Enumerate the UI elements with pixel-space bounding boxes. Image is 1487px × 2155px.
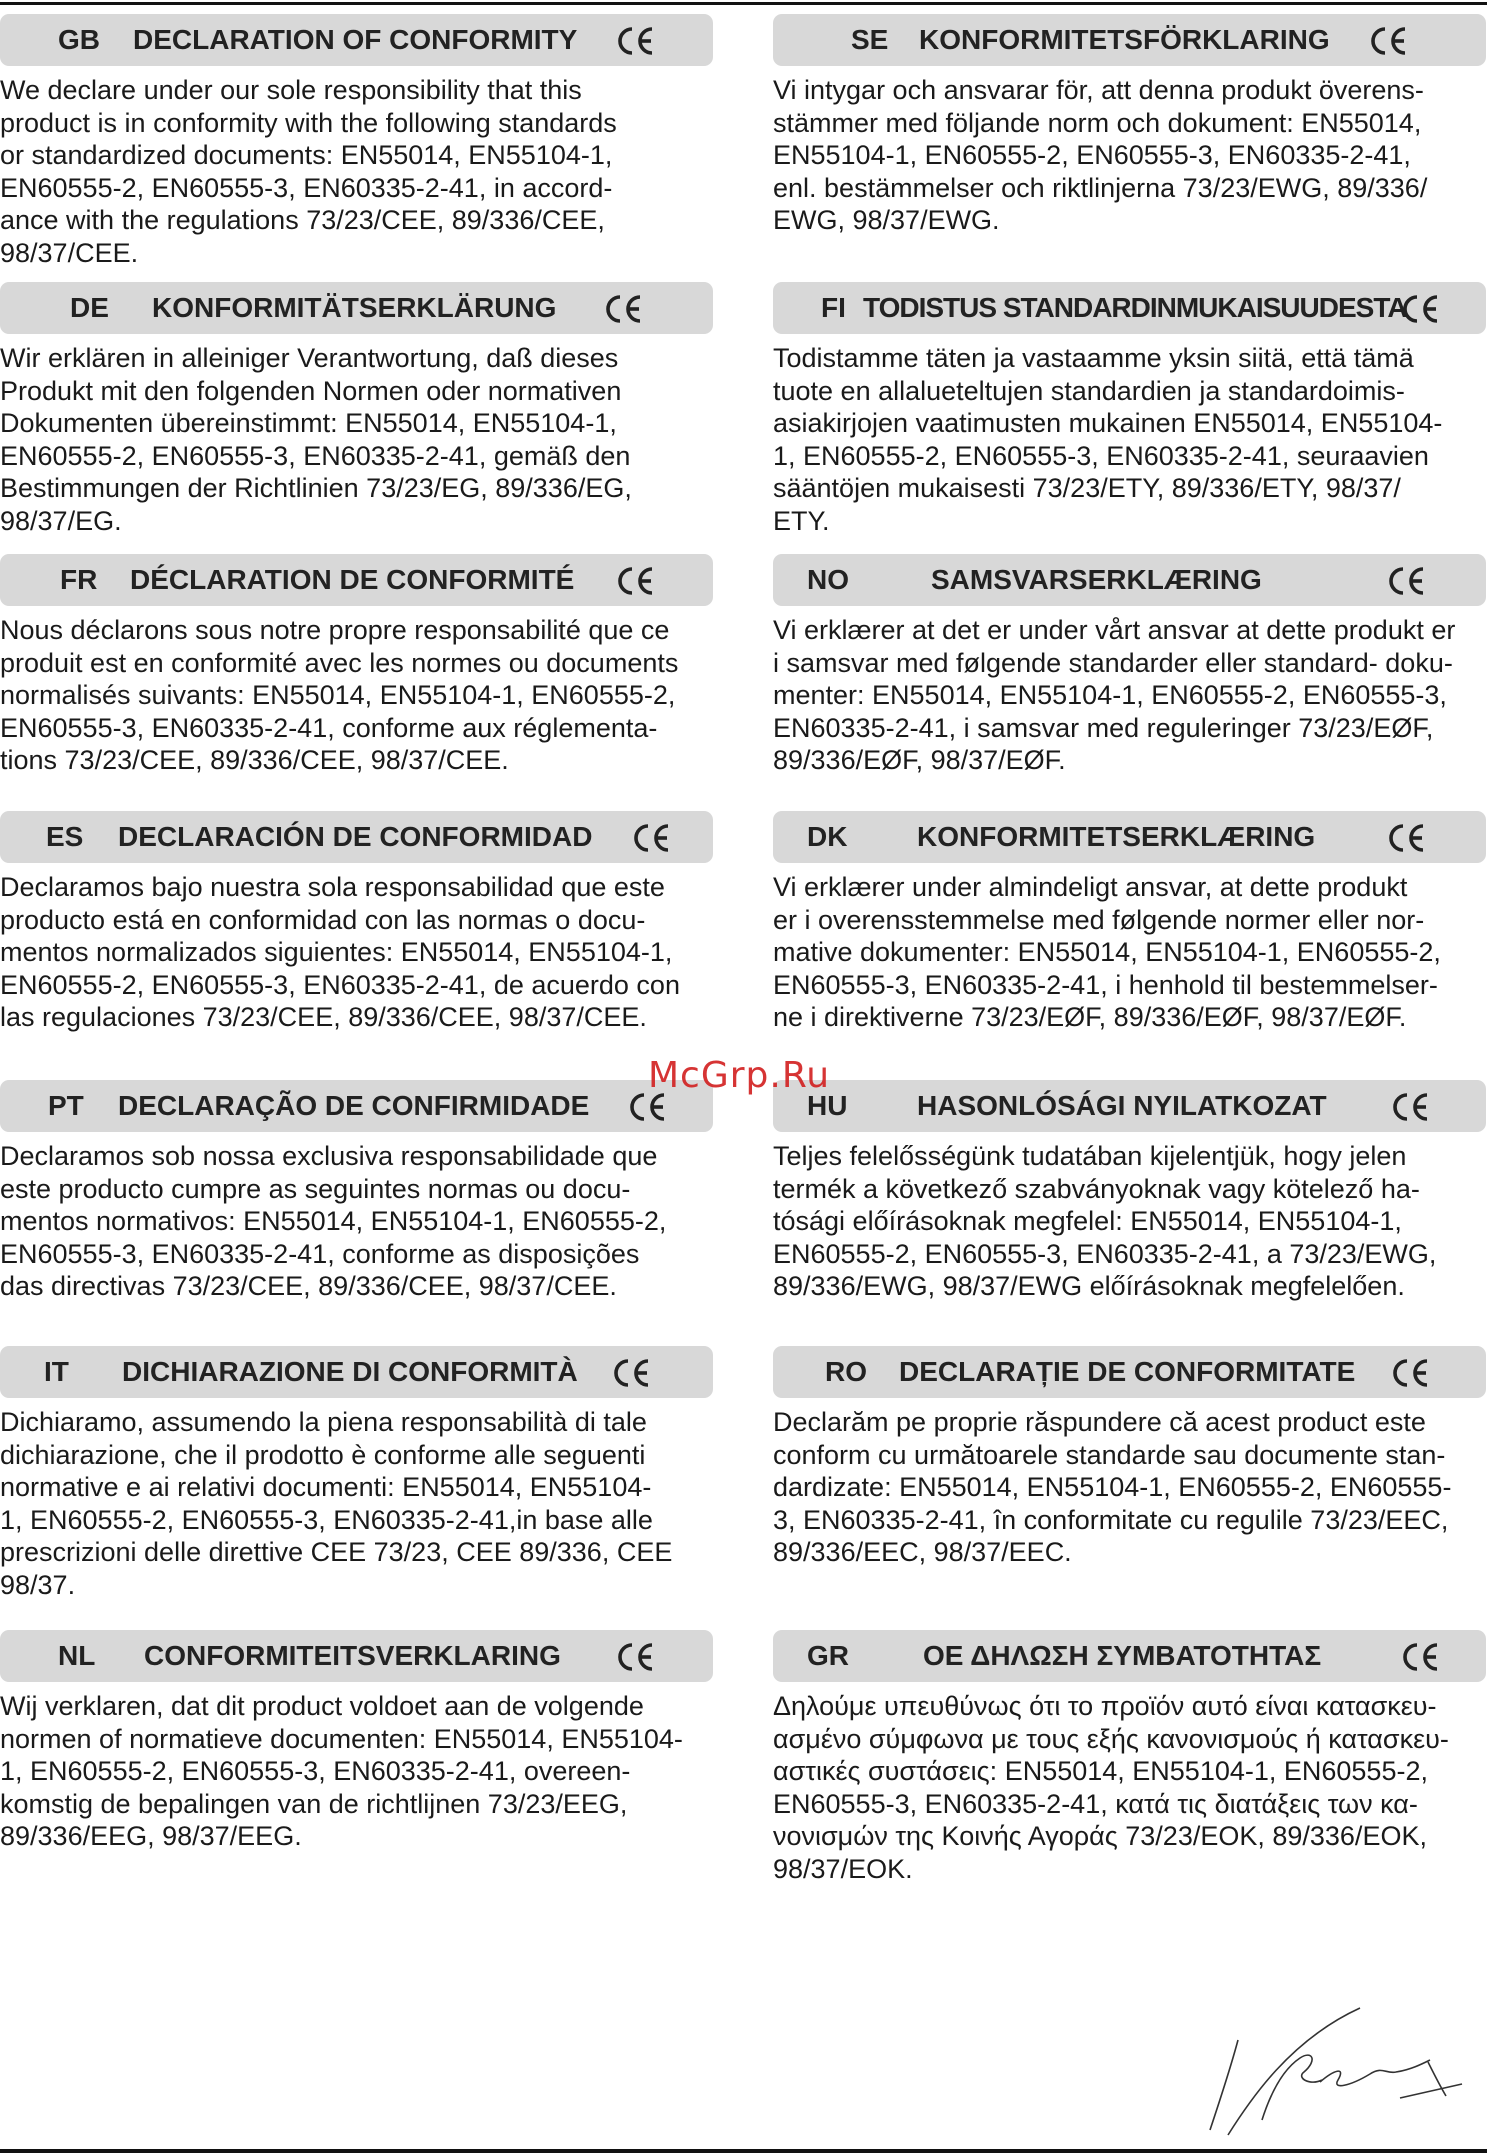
- ce-mark-icon: [1387, 566, 1427, 596]
- declaration-ro: [773, 1346, 1486, 1569]
- ce-mark-icon: [616, 566, 656, 596]
- language-code: HU: [807, 1090, 848, 1121]
- ce-mark-icon: [1401, 294, 1441, 324]
- declaration-text: Declarăm pe proprie răspundere că acest product este conform cu următoarele standarde sau documente stan- dardizate: EN55014, EN55104-1, EN60555-2, EN60555- 3, EN60335-2-41, în conformitate cu regulile 73/23/EEC, 89/336/EEC, 98/37/EEC.: [773, 1407, 1452, 1567]
- ce-mark-icon: [1391, 1358, 1431, 1388]
- ce-mark-icon: [612, 1358, 652, 1388]
- section-title: KONFORMITETSERKLÆRING: [917, 821, 1316, 852]
- language-code: NO: [807, 564, 849, 595]
- declaration-text: Teljes felelősségünk tudatában kijelentjük, hogy jelen termék a következő szabványoknak vagy kötelező ha- tósági előírásoknak megfelel: EN55014, EN55104-1, EN60555-2, EN60555-3, EN60335-2-41, a 73/23/EWG, 89/336/EWG, 98/37/EWG előírásoknak megfelelően.: [773, 1141, 1437, 1301]
- ce-mark-icon: [616, 26, 656, 56]
- section-header: [773, 811, 1486, 863]
- bottom-rule: [0, 2149, 1487, 2153]
- section-title: DECLARATION OF CONFORMITY: [133, 24, 578, 55]
- language-code: RO: [825, 1356, 867, 1387]
- section-header: [0, 282, 713, 334]
- section-header: [0, 1346, 713, 1398]
- section-header: [0, 1080, 713, 1132]
- section-header: [773, 282, 1486, 334]
- declaration-text: Nous déclarons sous notre propre responsabilité que ce produit est en conformité avec les normes ou documents normalisés suivants: EN55014, EN55104-1, EN60555-2, EN60555-3, EN60335-2-41, conforme aux réglementa- tions 73/23/CEE, 89/336/CEE, 98/37/CEE.: [0, 615, 679, 775]
- language-code: FR: [60, 564, 98, 595]
- declaration-no: [773, 554, 1486, 777]
- section-title: TODISTUS STANDARDINMUKAISUUDESTA: [863, 292, 1407, 323]
- language-code: GB: [58, 24, 100, 55]
- section-title: KONFORMITETSFÖRKLARING: [919, 24, 1330, 55]
- declaration-text: Declaramos bajo nuestra sola responsabilidad que este producto está en conformidad con las normas o docu- mentos normalizados siguientes: EN55014, EN55104-1, EN60555-2, EN60555-3, EN60335-2-41, de acuerdo con las regulaciones 73/23/CEE, 89/336/CEE, 98/37/CEE.: [0, 872, 680, 1032]
- declaration-pt: [0, 1080, 713, 1303]
- declaration-text: Declaramos sob nossa exclusiva responsabilidade que este producto cumpre as seguintes normas ou docu- mentos normativos: EN55014, EN55104-1, EN60555-2, EN60555-3, EN60335-2-41, conforme as disposições das directivas 73/23/CEE, 89/336/CEE, 98/37/CEE.: [0, 1141, 667, 1301]
- section-header: [773, 14, 1486, 66]
- declaration-text: Wir erklären in alleiniger Verantwortung, daß dieses Produkt mit den folgenden Normen oder normativen Dokumenten übereinstimmt: EN55014, EN55104-1, EN60555-2, EN60555-3, EN60335-2-41, gemäß den Bestimmungen der Richtlinien 73/23/EG, 89/336/EG, 98/37/EG.: [0, 343, 632, 536]
- section-header: [773, 1346, 1486, 1398]
- ce-mark-icon: [628, 1092, 668, 1122]
- section-title: DECLARACIÓN DE CONFORMIDAD: [118, 821, 593, 852]
- declaration-text: Vi erklærer at det er under vårt ansvar at dette produkt er i samsvar med følgende standarder eller standard- doku- menter: EN55014, EN55104-1, EN60555-2, EN60555-3, EN60335-2-41, i samsvar med reguleringer 73/23/EØF, 89/336/EØF, 98/37/EØF.: [773, 615, 1456, 775]
- language-code: GR: [807, 1640, 849, 1671]
- section-header: [0, 1630, 713, 1682]
- section-header: [0, 811, 713, 863]
- ce-mark-icon: [1387, 823, 1427, 853]
- declaration-fr: [0, 554, 713, 777]
- declaration-it: [0, 1346, 713, 1601]
- ce-mark-icon: [616, 1642, 656, 1672]
- section-title: CONFORMITEITSVERKLARING: [144, 1640, 561, 1671]
- section-header: [773, 1080, 1486, 1132]
- declaration-fi: [773, 282, 1486, 537]
- language-code: PT: [48, 1090, 84, 1121]
- declaration-text: Vi intygar och ansvarar för, att denna produkt överens- stämmer med följande norm och dokument: EN55014, EN55104-1, EN60555-2, EN60555-3, EN60335-2-41, enl. bestämmelser och riktlinjerna 73/23/EWG, 89/336/ EWG, 98/37/EWG.: [773, 75, 1428, 235]
- language-code: NL: [58, 1640, 96, 1671]
- section-header: [0, 554, 713, 606]
- ce-mark-icon: [632, 823, 672, 853]
- ce-mark-icon: [604, 294, 644, 324]
- section-title: DECLARAȚIE DE CONFORMITATE: [899, 1356, 1356, 1387]
- section-title: KONFORMITÄTSERKLÄRUNG: [152, 292, 557, 323]
- declaration-text: Vi erklærer under almindeligt ansvar, at dette produkt er i overensstemmelse med følgende normer eller nor- mative dokumenter: EN55014, EN55104-1, EN60555-2, EN60555-3, EN60335-2-41, i henhold til bestemmelser- ne i direktiverne 73/23/EØF, 89/336/EØF, 98/37/EØF.: [773, 872, 1441, 1032]
- section-title: DECLARAÇÃO DE CONFIRMIDADE: [118, 1090, 590, 1121]
- ce-mark-icon: [1401, 1642, 1441, 1672]
- watermark: McGrp.Ru: [648, 1055, 831, 1096]
- section-title: DICHIARAZIONE DI CONFORMITÀ: [122, 1356, 578, 1387]
- ce-mark-icon: [1391, 1092, 1431, 1122]
- declaration-gb: [0, 14, 713, 269]
- declaration-text: Todistamme täten ja vastaamme yksin siitä, että tämä tuote en allalueteltujen standardien ja standardoimis- asiakirjojen vaatimusten mukainen EN55014, EN55104- 1, EN60555-2, EN60555-3, EN60335-2-41, seuraavien sääntöjen mukaisesti 73/23/ETY, 89/336/ETY, 98/37/ ETY.: [773, 343, 1443, 536]
- language-code: FI: [821, 292, 846, 323]
- declaration-text: We declare under our sole responsibility that this product is in conformity with the following standards or standardized documents: EN55014, EN55104-1, EN60555-2, EN60555-3, EN60335-2-41, in accord- ance with the regulations 73/23/CEE, 89/336/CEE, 98/37/CEE.: [0, 75, 617, 268]
- declaration-es: [0, 811, 713, 1034]
- declaration-nl: [0, 1630, 713, 1853]
- section-header: [773, 1630, 1486, 1682]
- section-header: [773, 554, 1486, 606]
- declaration-hu: [773, 1080, 1486, 1303]
- section-title: HASONLÓSÁGI NYILATKOZAT: [917, 1090, 1327, 1121]
- top-rule: [0, 2, 1487, 5]
- section-title: ΟΕ ΔΗΛΩΣΗ ΣΥΜΒΑΤΟΤΗΤΑΣ: [923, 1640, 1322, 1671]
- section-title: DÉCLARATION DE CONFORMITÉ: [130, 564, 575, 595]
- declaration-gr: [773, 1630, 1486, 1885]
- declaration-text: Wij verklaren, dat dit product voldoet aan de volgende normen of normatieve documenten: EN55014, EN55104- 1, EN60555-2, EN60555-3, EN60335-2-41, overeen- komstig de bepalingen van de richtlijnen 73/23/EEG, 89/336/EEG, 98/37/EEG.: [0, 1691, 683, 1851]
- declaration-text: Δηλούμε υπευθύνως ότι το προϊόν αυτό είναι κατασκευ- ασμένο σύμφωνα με τους εξής κανονισμούς ή κατασκευ- αστικές συστάσεις: EN55014, EN55104-1, EN60555-2, EN60555-3, EN60335-2-41, κατά τις διατάξεις των κα- νονισμών της Κοινής Αγοράς 73/23/ΕΟΚ, 89/336/ΕΟΚ, 98/37/ΕΟΚ.: [773, 1691, 1449, 1884]
- declaration-se: [773, 14, 1486, 237]
- section-title: SAMSVARSERKLÆRING: [931, 564, 1262, 595]
- signature-image: [1200, 2000, 1470, 2140]
- section-header: [0, 14, 713, 66]
- declaration-text: Dichiaramo, assumendo la piena responsabilità di tale dichiarazione, che il prodotto è conforme alle seguenti normative e ai relativi documenti: EN55014, EN55104- 1, EN60555-2, EN60555-3, EN60335-2-41,in base alle prescrizioni delle direttive CEE 73/23, CEE 89/336, CEE 98/37.: [0, 1407, 673, 1600]
- declaration-dk: [773, 811, 1486, 1034]
- declaration-de: [0, 282, 713, 537]
- language-code: SE: [851, 24, 889, 55]
- ce-mark-icon: [1369, 26, 1409, 56]
- language-code: DE: [70, 292, 109, 323]
- language-code: ES: [46, 821, 84, 852]
- language-code: DK: [807, 821, 848, 852]
- language-code: IT: [44, 1356, 69, 1387]
